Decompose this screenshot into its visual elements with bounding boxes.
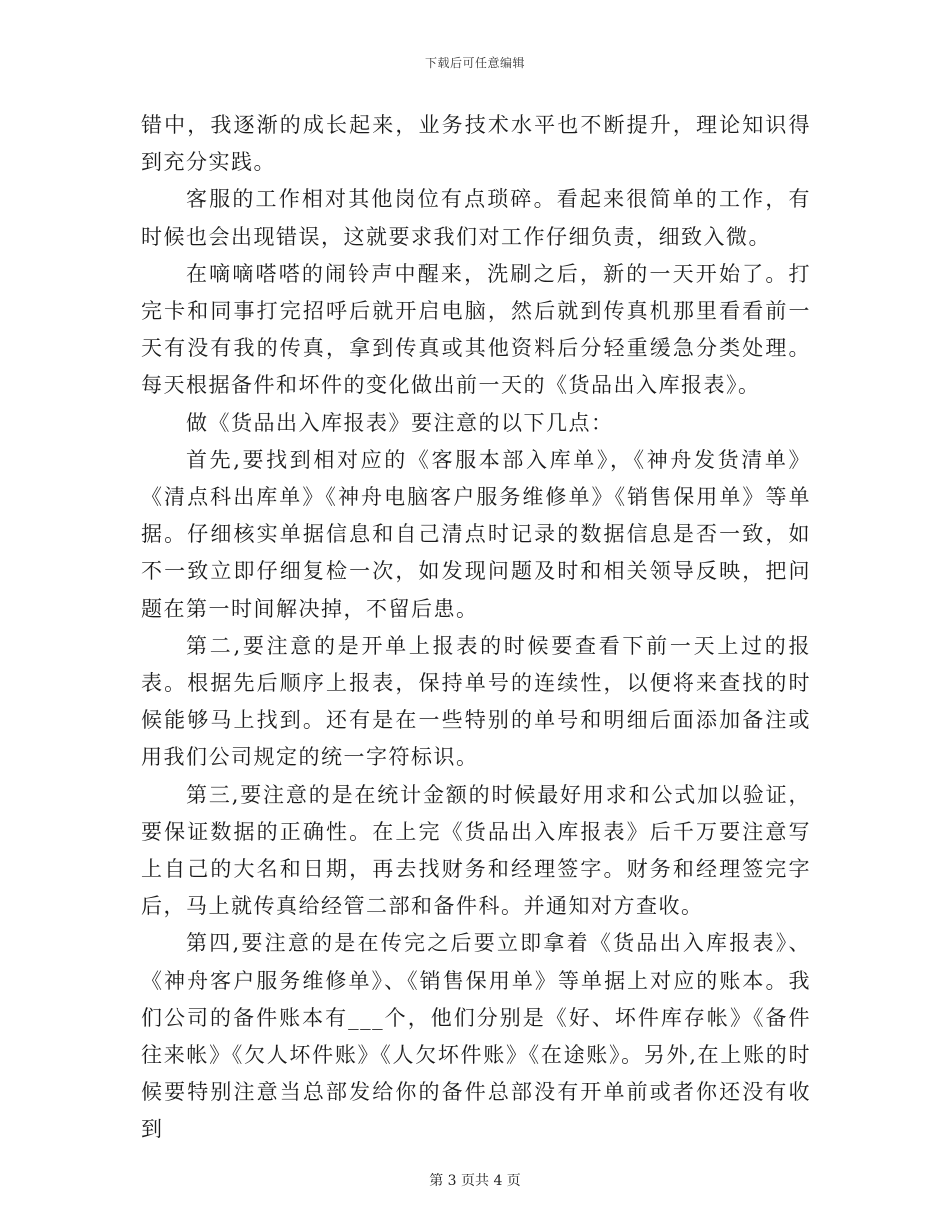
paragraph-3: 在嘀嘀嗒嗒的闹铃声中醒来，洗刷之后，新的一天开始了。打完卡和同事打完招呼后就开启电脑，然后就到传真机那里看看前一天有没有我的传真，拿到传真或其他资料后分轻重缓急分类处理。每天根据备件和坏件的变化做出前一天的《货品出入库报表》。 xyxy=(141,261,811,398)
paragraph-7: 第三,要注意的是在统计金额的时候最好用求和公式加以验证，要保证数据的正确性。在上完《货品出入库报表》后千万要注意写上自己的大名和日期，再去找财务和经理签字。财务和经理签完字后，马上就传真给经管二部和备件科。并通知对方查收。 xyxy=(141,782,811,919)
document-body xyxy=(141,107,811,1149)
paragraph-1: 错中，我逐渐的成长起来，业务技术水平也不断提升，理论知识得到充分实践。 xyxy=(141,113,811,175)
page-header-note: 下载后可任意编辑 xyxy=(424,56,525,70)
page-number: 第 3 页共 4 页 xyxy=(429,1173,521,1189)
paragraph-4: 做《货品出入库报表》要注意的以下几点： xyxy=(186,410,614,435)
paragraph-5: 首先,要找到相对应的《客服本部入库单》，《神舟发货清单》《清点科出库单》《神舟电脑客户服务维修单》《销售保用单》等单据。仔细核实单据信息和自己清点时记录的数据信息是否一致，如不一致立即仔细复检一次，如发现问题及时和相关领导反映，把问题在第一时间解决掉，不留后患。 xyxy=(141,447,811,621)
paragraph-2: 客服的工作相对其他岗位有点琐碎。看起来很简单的工作，有时候也会出现错误，这就要求我们对工作仔细负责，细致入微。 xyxy=(141,187,811,249)
paragraph-6: 第二,要注意的是开单上报表的时候要查看下前一天上过的报表。根据先后顺序上报表，保持单号的连续性，以便将来查找的时候能够马上找到。还有是在一些特别的单号和明细后面添加备注或用我们公司规定的统一字符标识。 xyxy=(141,633,811,770)
paragraph-8: 第四,要注意的是在传完之后要立即拿着《货品出入库报表》、《神舟客户服务维修单》、《销售保用单》等单据上对应的账本。我们公司的备件账本有___个，他们分别是《好、坏件库存帐》《备件往来帐》《欠人坏件账》《人欠坏件账》《在途账》。另外,在上账的时候要特别注意当总部发给你的备件总部没有开单前或者你还没有收到 xyxy=(141,931,811,1142)
